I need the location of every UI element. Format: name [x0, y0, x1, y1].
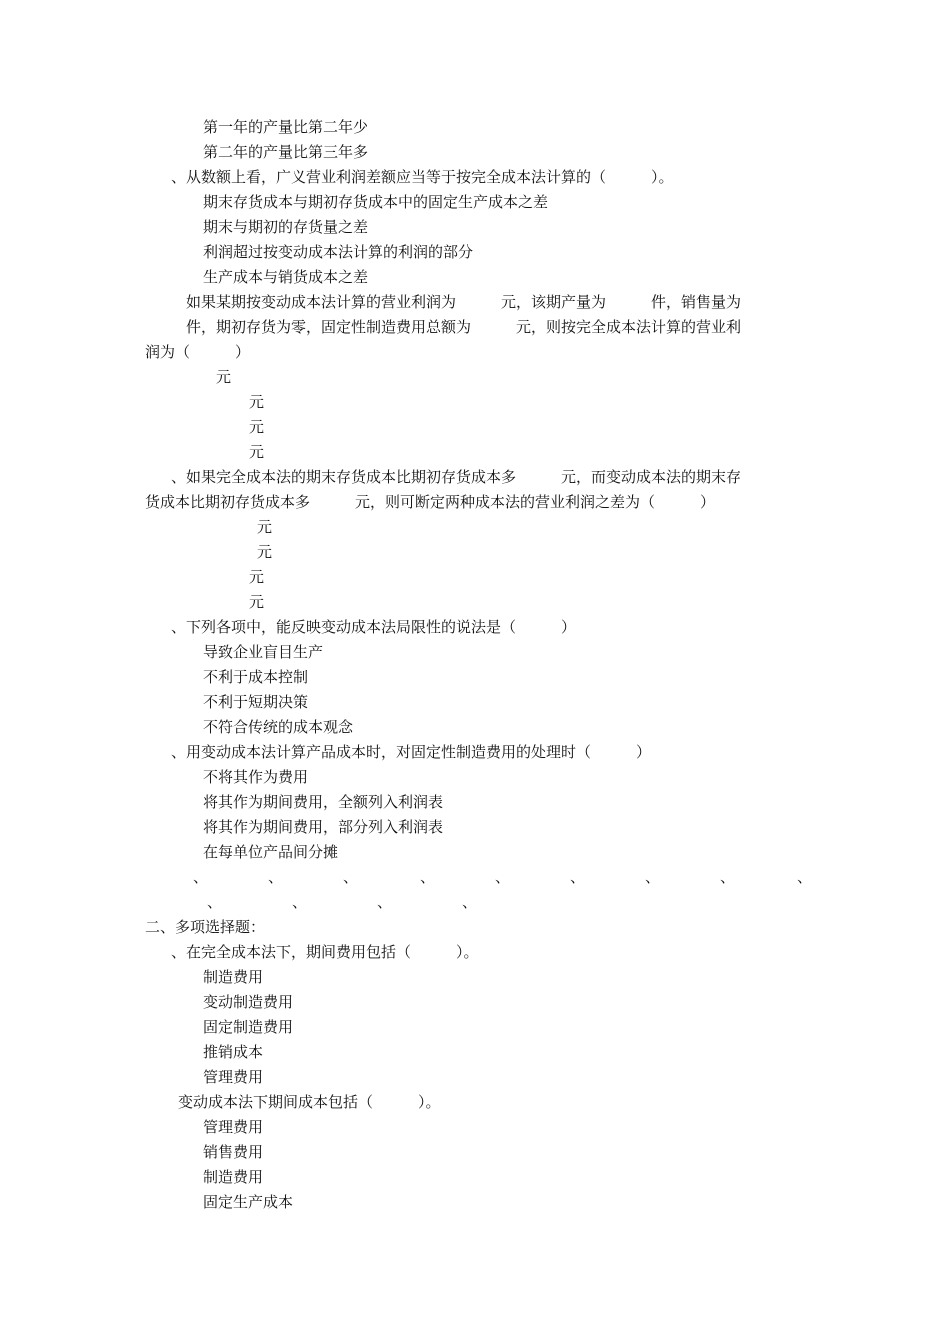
option-line: 元: [257, 518, 273, 536]
option-line: 元: [249, 443, 265, 461]
answer-separator: 、: [495, 868, 511, 886]
option-line: 期末存货成本与期初存货成本中的固定生产成本之差: [203, 193, 549, 211]
option-line: 第一年的产量比第二年少: [203, 118, 369, 136]
answer-separator: 、: [343, 868, 359, 886]
answer-separator: 、: [377, 893, 393, 911]
section-heading: 二、多项选择题：: [145, 918, 266, 936]
question-line: 、从数额上看，广义营业利润差额应当等于按完全成本法计算的（ ）。: [171, 168, 674, 186]
question-line: 货成本比期初存货成本多 元，则可断定两种成本法的营业利润之差为（ ）: [145, 493, 716, 511]
option-line: 不将其作为费用: [203, 768, 309, 786]
question-line: 、用变动成本法计算产品成本时，对固定性制造费用的处理时（ ）: [171, 743, 652, 761]
question-line: 润为（ ）: [145, 343, 251, 361]
option-line: 制造费用: [203, 1168, 264, 1186]
answer-separator: 、: [268, 868, 284, 886]
question-line: 、在完全成本法下，期间费用包括（ ）。: [171, 943, 479, 961]
option-line: 不利于短期决策: [203, 693, 309, 711]
option-line: 元: [249, 418, 265, 436]
option-line: 生产成本与销货成本之差: [203, 268, 369, 286]
option-line: 元: [249, 568, 265, 586]
answer-separator: 、: [193, 868, 209, 886]
option-line: 变动制造费用: [203, 993, 294, 1011]
option-line: 元: [249, 593, 265, 611]
option-line: 不利于成本控制: [203, 668, 309, 686]
answer-separator: 、: [645, 868, 661, 886]
answer-separator: 、: [420, 868, 436, 886]
option-line: 不符合传统的成本观念: [203, 718, 354, 736]
question-line: 件，期初存货为零，固定性制造费用总额为 元，则按完全成本法计算的营业利: [186, 318, 742, 336]
option-line: 元: [257, 543, 273, 561]
option-line: 销售费用: [203, 1143, 264, 1161]
answer-separator: 、: [720, 868, 736, 886]
question-line: 、下列各项中，能反映变动成本法局限性的说法是（ ）: [171, 618, 577, 636]
option-line: 元: [249, 393, 265, 411]
answer-separator: 、: [797, 868, 813, 886]
option-line: 导致企业盲目生产: [203, 643, 324, 661]
option-line: 元: [216, 368, 232, 386]
option-line: 利润超过按变动成本法计算的利润的部分: [203, 243, 474, 261]
answer-separator: 、: [570, 868, 586, 886]
question-line: 变动成本法下期间成本包括（ ）。: [178, 1093, 441, 1111]
option-line: 推销成本: [203, 1043, 264, 1061]
answer-separator: 、: [207, 893, 223, 911]
option-line: 将其作为期间费用，部分列入利润表: [203, 818, 444, 836]
question-line: 如果某期按变动成本法计算的营业利润为 元，该期产量为 件，销售量为: [186, 293, 742, 311]
answer-separator: 、: [292, 893, 308, 911]
option-line: 在每单位产品间分摊: [203, 843, 339, 861]
option-line: 第二年的产量比第三年多: [203, 143, 369, 161]
option-line: 制造费用: [203, 968, 264, 986]
answer-separator: 、: [462, 893, 478, 911]
option-line: 管理费用: [203, 1118, 264, 1136]
question-line: 、如果完全成本法的期末存货成本比期初存货成本多 元，而变动成本法的期末存: [171, 468, 742, 486]
option-line: 将其作为期间费用，全额列入利润表: [203, 793, 444, 811]
option-line: 管理费用: [203, 1068, 264, 1086]
option-line: 固定制造费用: [203, 1018, 294, 1036]
option-line: 期末与期初的存货量之差: [203, 218, 369, 236]
option-line: 固定生产成本: [203, 1193, 294, 1211]
